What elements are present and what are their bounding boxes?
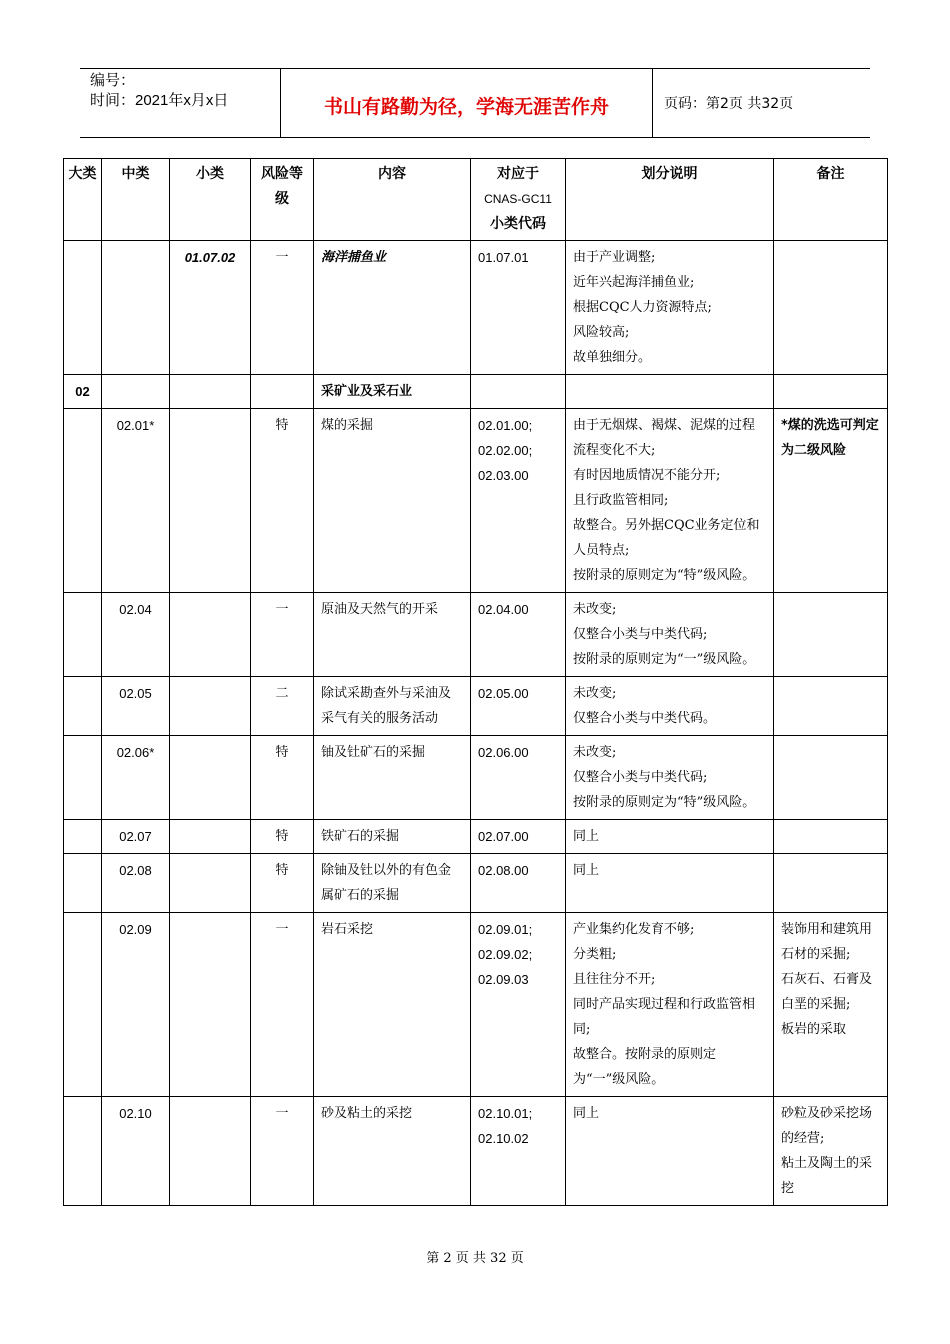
- table-row: [64, 375, 888, 409]
- header-remark: 备注: [774, 159, 888, 241]
- table-row: [64, 820, 888, 854]
- table-row: [64, 854, 888, 913]
- major-cell: [64, 854, 102, 913]
- explain-cell-line: 故整合。另外据CQC业务定位和人员特点;: [573, 518, 760, 558]
- risk-cell: [251, 375, 314, 409]
- content-cell: 铀及钍矿石的采掘: [314, 736, 471, 820]
- content-cell: 铁矿石的采掘: [314, 820, 471, 854]
- codes-cell: [471, 241, 566, 375]
- codes-cell-line: 02.10.01;: [478, 1106, 533, 1121]
- risk-cell: 一: [251, 1097, 314, 1206]
- middle-cell: 02.06*: [102, 736, 170, 820]
- header-explain: 划分说明: [566, 159, 774, 241]
- middle-cell: 02.08: [102, 854, 170, 913]
- remark-cell: [774, 375, 888, 409]
- codes-cell-line: 02.06.00: [478, 745, 529, 760]
- codes-cell-line: 02.08.00: [478, 863, 529, 878]
- header-risk: 风险等级: [251, 159, 314, 241]
- explain-cell-line: 故单独细分。: [573, 350, 652, 365]
- risk-cell: 二: [251, 677, 314, 736]
- codes-cell-line: 02.09.03: [478, 972, 529, 987]
- risk-cell: 特: [251, 854, 314, 913]
- remark-cell-line: 石灰石、石膏及白垩的采掘;: [781, 972, 873, 1012]
- remark-cell: [774, 677, 888, 736]
- explain-cell-line: 根据CQC人力资源特点;: [573, 300, 712, 315]
- minor-cell: [170, 375, 251, 409]
- explain-cell-line: 按附录的原则定为“特”级风险。: [573, 795, 756, 810]
- major-cell: [64, 736, 102, 820]
- header-page-info: 页码：第2页 共32页: [664, 96, 794, 112]
- header-minor: 小类: [170, 159, 251, 241]
- explain-cell-line: 有时因地质情况不能分开;: [573, 468, 721, 483]
- explain-cell-line: 仅整合小类与中类代码;: [573, 627, 708, 642]
- content-cell: 岩石采挖: [314, 913, 471, 1097]
- explain-cell-line: 同上: [573, 829, 600, 844]
- content-cell: 除铀及钍以外的有色金属矿石的采掘: [314, 854, 471, 913]
- codes-cell: [471, 677, 566, 736]
- table-row: [64, 1097, 888, 1206]
- classification-table: [63, 158, 888, 1206]
- middle-cell: 02.01*: [102, 409, 170, 593]
- explain-cell-line: 近年兴起海洋捕鱼业;: [573, 275, 695, 290]
- header-motto: 书山有路勤为径，学海无涯苦作舟: [281, 69, 653, 137]
- codes-cell-line: 02.09.01;: [478, 922, 533, 937]
- minor-cell: [170, 820, 251, 854]
- content-cell: 海洋捕鱼业: [314, 241, 471, 375]
- explain-cell-line: 同时产品实现过程和行政监管相同;: [573, 997, 756, 1037]
- codes-cell-line: 02.04.00: [478, 602, 529, 617]
- remark-cell: [774, 593, 888, 677]
- explain-cell: [566, 854, 774, 913]
- risk-cell: 一: [251, 241, 314, 375]
- explain-cell: [566, 1097, 774, 1206]
- remark-cell: [774, 241, 888, 375]
- explain-cell-line: 同上: [573, 863, 600, 878]
- risk-cell: 一: [251, 913, 314, 1097]
- minor-cell: [170, 409, 251, 593]
- major-cell: [64, 409, 102, 593]
- table-row: [64, 736, 888, 820]
- explain-cell: [566, 913, 774, 1097]
- middle-cell: [102, 375, 170, 409]
- explain-cell-line: 故整合。按附录的原则定为“一”级风险。: [573, 1047, 717, 1087]
- table-row: [64, 409, 888, 593]
- middle-cell: [102, 241, 170, 375]
- codes-cell-line: 02.01.00;: [478, 418, 533, 433]
- content-cell: 煤的采掘: [314, 409, 471, 593]
- header-middle: 中类: [102, 159, 170, 241]
- header-corr-bot: 小类代码: [490, 216, 546, 232]
- risk-cell: 一: [251, 593, 314, 677]
- remark-cell-line: 板岩的采取: [781, 1022, 847, 1037]
- explain-cell-line: 未改变;: [573, 745, 617, 760]
- explain-cell-line: 未改变;: [573, 602, 617, 617]
- header-meta: [80, 69, 281, 137]
- codes-cell-line: 02.07.00: [478, 829, 529, 844]
- codes-cell: [471, 1097, 566, 1206]
- number-label: 编号：: [90, 72, 136, 89]
- codes-cell: [471, 409, 566, 593]
- minor-cell: [170, 1097, 251, 1206]
- explain-cell-line: 按附录的原则定为“一”级风险。: [573, 652, 756, 667]
- explain-cell: [566, 736, 774, 820]
- table-row: [64, 913, 888, 1097]
- table-row: [64, 593, 888, 677]
- header-corr-mid: CNAS-GC11: [484, 192, 552, 206]
- explain-cell-line: 同上: [573, 1106, 600, 1121]
- explain-cell: [566, 820, 774, 854]
- minor-cell: [170, 736, 251, 820]
- middle-cell: 02.04: [102, 593, 170, 677]
- minor-cell: [170, 593, 251, 677]
- content-cell: 原油及天然气的开采: [314, 593, 471, 677]
- explain-cell-line: 按附录的原则定为“特”级风险。: [573, 568, 756, 583]
- minor-cell: [170, 913, 251, 1097]
- codes-cell: [471, 820, 566, 854]
- table-header-row: [64, 159, 888, 241]
- remark-cell: [774, 913, 888, 1097]
- major-cell: [64, 241, 102, 375]
- middle-cell: 02.10: [102, 1097, 170, 1206]
- middle-cell: 02.07: [102, 820, 170, 854]
- content-cell: 采矿业及采石业: [314, 375, 471, 409]
- remark-cell: [774, 736, 888, 820]
- explain-cell: [566, 241, 774, 375]
- explain-cell: [566, 677, 774, 736]
- header-corr-top: 对应于: [497, 166, 539, 182]
- explain-cell-line: 风险较高;: [573, 325, 630, 340]
- remark-cell: [774, 1097, 888, 1206]
- content-cell: 除试采勘查外与采油及采气有关的服务活动: [314, 677, 471, 736]
- minor-cell: [170, 677, 251, 736]
- time-label: 时间：2021年x月x日: [90, 92, 229, 109]
- minor-cell: [170, 854, 251, 913]
- middle-cell: 02.09: [102, 913, 170, 1097]
- remark-cell-line: 装饰用和建筑用石材的采掘;: [781, 922, 873, 962]
- explain-cell-line: 产业集约化发育不够;: [573, 922, 695, 937]
- risk-cell: 特: [251, 820, 314, 854]
- codes-cell: [471, 593, 566, 677]
- major-cell: [64, 820, 102, 854]
- explain-cell: [566, 593, 774, 677]
- codes-cell: [471, 375, 566, 409]
- explain-cell-line: 仅整合小类与中类代码。: [573, 711, 717, 726]
- table-row: [64, 241, 888, 375]
- codes-cell-line: 01.07.01: [478, 250, 529, 265]
- explain-cell-line: 且行政监管相同;: [573, 493, 669, 508]
- remark-cell: [774, 854, 888, 913]
- major-cell: [64, 1097, 102, 1206]
- remark-cell: [774, 820, 888, 854]
- codes-cell-line: 02.09.02;: [478, 947, 533, 962]
- explain-cell-line: 仅整合小类与中类代码;: [573, 770, 708, 785]
- major-cell: 02: [64, 375, 102, 409]
- middle-cell: 02.05: [102, 677, 170, 736]
- codes-cell: [471, 854, 566, 913]
- risk-cell: 特: [251, 736, 314, 820]
- remark-cell-line: *煤的洗选可判定为二级风险: [781, 418, 879, 458]
- codes-cell: [471, 736, 566, 820]
- page-footer: 第 2 页 共 32 页: [426, 1251, 524, 1266]
- explain-cell: [566, 375, 774, 409]
- content-cell: 砂及粘土的采挖: [314, 1097, 471, 1206]
- explain-cell: [566, 409, 774, 593]
- major-cell: [64, 593, 102, 677]
- header-corresponding: [471, 159, 566, 241]
- explain-cell-line: 且往往分不开;: [573, 972, 656, 987]
- codes-cell-line: 02.02.00;: [478, 443, 533, 458]
- table-row: [64, 677, 888, 736]
- explain-cell-line: 未改变;: [573, 686, 617, 701]
- explain-cell-line: 由于产业调整;: [573, 250, 656, 265]
- header-major: 大类: [64, 159, 102, 241]
- header-content: 内容: [314, 159, 471, 241]
- major-cell: [64, 677, 102, 736]
- codes-cell-line: 02.03.00: [478, 468, 529, 483]
- codes-cell: [471, 913, 566, 1097]
- explain-cell-line: 分类粗;: [573, 947, 617, 962]
- codes-cell-line: 02.05.00: [478, 686, 529, 701]
- major-cell: [64, 913, 102, 1097]
- minor-cell: 01.07.02: [170, 241, 251, 375]
- codes-cell-line: 02.10.02: [478, 1131, 529, 1146]
- explain-cell-line: 由于无烟煤、褐煤、泥煤的过程流程变化不大;: [573, 418, 756, 458]
- remark-cell: [774, 409, 888, 593]
- risk-cell: 特: [251, 409, 314, 593]
- remark-cell-line: 粘土及陶土的采挖: [781, 1156, 873, 1196]
- page-header: [80, 68, 870, 138]
- remark-cell-line: 砂粒及砂采挖场的经营;: [781, 1106, 873, 1146]
